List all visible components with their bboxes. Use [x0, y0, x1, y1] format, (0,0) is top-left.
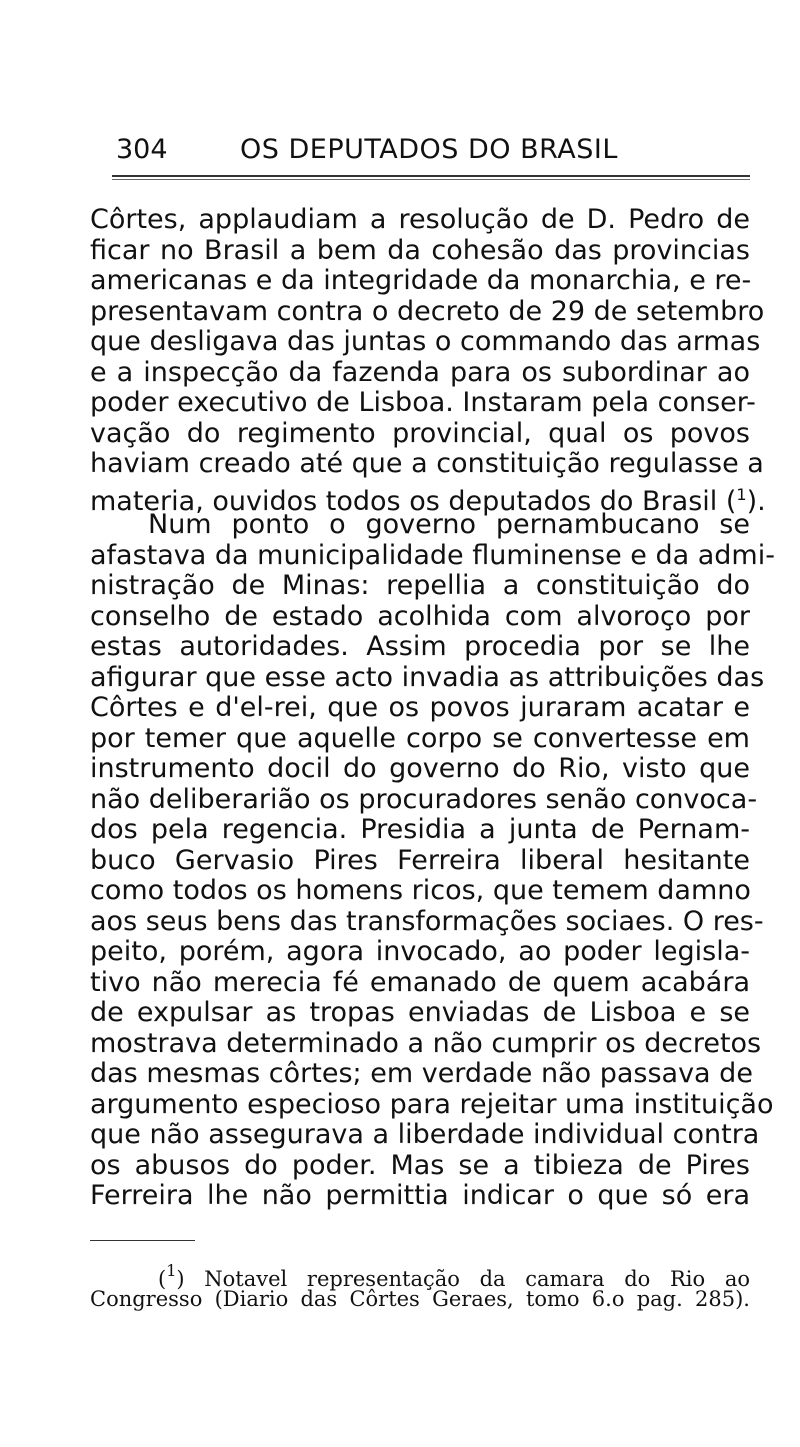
header-rule-thin: [112, 179, 750, 180]
text-line: nistração de Minas: repellia a constituição do: [90, 570, 750, 601]
running-title: OS DEPUTADOS DO BRASIL: [240, 134, 618, 165]
line-close: ).: [746, 485, 766, 517]
text-line: argumento especioso para rejeitar uma instituição: [90, 1088, 774, 1120]
text-line: ficar no Brasil a bem da cohesão das provincias: [90, 234, 750, 266]
text-line: por temer que aquelle corpo se convertesse em: [90, 722, 750, 754]
text-line: que não assegurava a liberdade individual contra: [90, 1119, 760, 1150]
text-line: haviam creado até que a constituição regulasse a: [90, 448, 764, 479]
text-line: de expulsar as tropas enviadas de Lisboa e se: [90, 997, 750, 1028]
text-line: buco Gervasio Pires Ferreira liberal hesitante: [90, 844, 750, 876]
footnote-open: (: [158, 1267, 167, 1291]
text-line: afastava da municipalidade fluminense e da admi-: [90, 539, 775, 571]
text-line: e a inspecção da fazenda para os subordinar ao: [90, 356, 750, 388]
text-line: afigurar que esse acto invadia as attribuições das: [90, 661, 765, 693]
footnote-line: [90, 1256, 750, 1291]
text-line: que desligava das juntas o commando das armas: [90, 326, 761, 357]
text-line: tivo não merecia fé emanado de quem acabára: [90, 966, 750, 998]
footnote-text-2: Congresso (Diario das Côrtes Geraes, tomo 6.o pag. 285).: [90, 1287, 750, 1311]
text-line: Côrtes, applaudiam a resolução de D. Pedro de: [90, 204, 750, 235]
page-header: [116, 130, 750, 170]
text-line: presentavam contra o decreto de 29 de setembro: [90, 295, 765, 327]
page-number: 304: [116, 134, 168, 165]
text-line: vação do regimento provincial, qual os povos: [90, 417, 750, 449]
header-rule: [112, 175, 750, 177]
text-line: mostrava determinado a não cumprir os decretos: [90, 1027, 762, 1059]
footnote-text-1: ) Notavel representação da camara do Rio ao: [176, 1267, 750, 1291]
text-line: conselho de estado acolhida com alvoroço por: [90, 600, 750, 632]
text-line: Ferreira lhe não permittia indicar o que só era: [90, 1180, 750, 1211]
text-line: americanas e da integridade da monarchia, e re-: [90, 265, 752, 296]
text-line: aos seus bens das transformações sociaes. O res-: [90, 905, 764, 937]
text-line: estas autoridades. Assim procedia por se lhe: [90, 631, 750, 662]
paragraph-start-line: Num ponto o governo pernambucano se: [148, 509, 750, 540]
body-text: [90, 204, 775, 1212]
text-line: os abusos do poder. Mas se a tibieza de Pires: [90, 1149, 750, 1181]
text-line-with-footnote: [90, 480, 766, 517]
text-line: como todos os homens ricos, que temem damno: [90, 875, 751, 906]
footnote: [90, 1256, 750, 1314]
text-line: das mesmas côrtes; em verdade não passava de: [90, 1058, 753, 1089]
footnote-marker: 1: [736, 484, 747, 504]
text-line: não deliberarião os procuradores senão convoca-: [90, 783, 758, 815]
footnote-number: 1: [166, 1261, 177, 1280]
text-line: peito, porém, agora invocado, ao poder legisla-: [90, 936, 750, 967]
footnote-rule: [90, 1240, 195, 1241]
text-line: poder executivo de Lisboa. Instaram pela conser-: [90, 387, 756, 418]
text-line: Côrtes e d'el-rei, que os povos juraram acatar e: [90, 692, 750, 723]
text-line: materia, ouvidos todos os deputados do Brasil (: [90, 485, 737, 517]
text-line: instrumento docil do governo do Rio, visto que: [90, 753, 750, 784]
text-line: dos pela regencia. Presidia a junta de Pernam-: [90, 814, 750, 845]
